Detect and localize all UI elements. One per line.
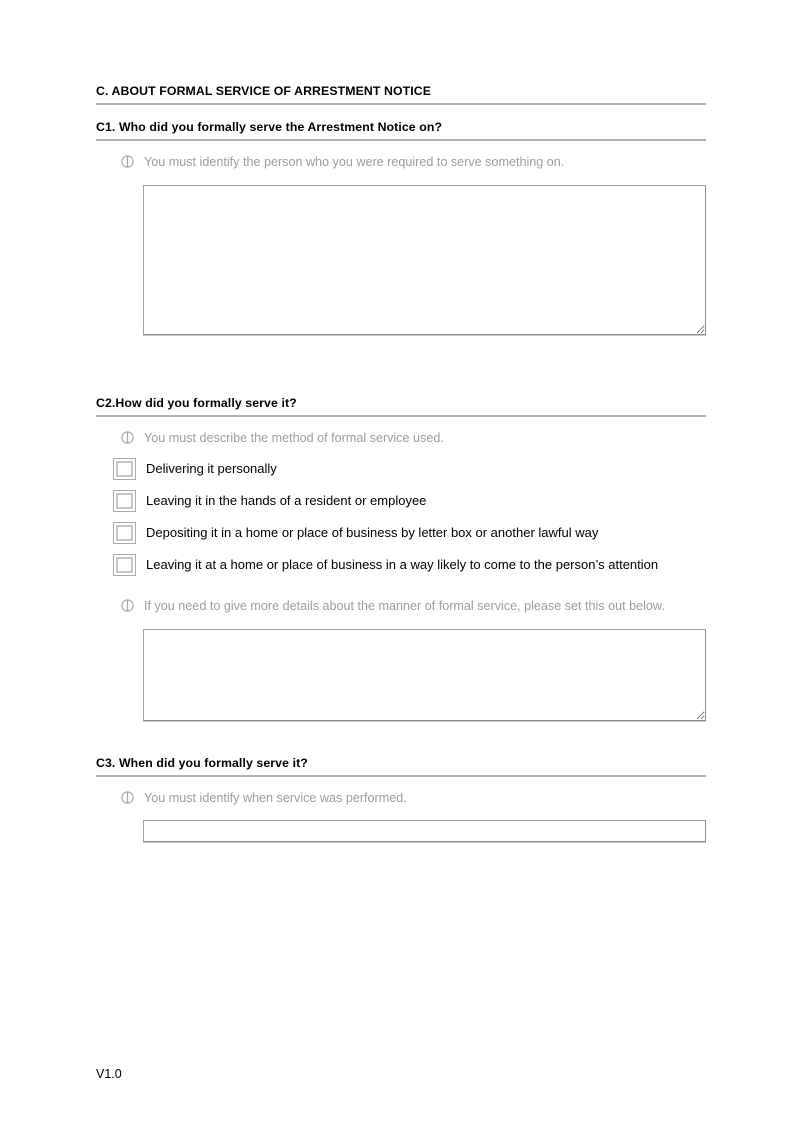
question-c3-hint	[96, 777, 706, 808]
info-circle-icon	[121, 155, 134, 168]
version-footer: V1.0	[96, 1067, 122, 1081]
question-c2-option-list	[96, 448, 706, 585]
question-c2-details-hint	[96, 585, 706, 616]
question-c1-heading: C1. Who did you formally serve the Arrestment Notice on?	[96, 120, 443, 134]
checkbox-option-4-label: Leaving it at a home or place of business in a way likely to come to the person’s attention	[146, 557, 659, 572]
info-circle-icon	[121, 791, 134, 804]
spacer	[96, 340, 706, 396]
checkbox-row[interactable]	[96, 489, 706, 521]
info-circle-icon	[121, 599, 134, 612]
question-c2-heading: C2.How did you formally serve it?	[96, 396, 297, 410]
checkbox-row[interactable]	[96, 457, 706, 489]
checkbox-option-1[interactable]	[113, 458, 136, 480]
checkbox-option-2[interactable]	[113, 490, 136, 512]
checkbox-option-3-label: Depositing it in a home or place of business by letter box or another lawful way	[146, 525, 599, 540]
question-c2-details-input[interactable]	[143, 629, 706, 721]
spacer	[96, 726, 706, 756]
question-c3-heading: C3. When did you formally serve it?	[96, 756, 308, 770]
question-c2-details-hint-text: If you need to give more details about the manner of formal service, please set this out below.	[144, 599, 665, 613]
checkbox-row[interactable]	[96, 521, 706, 553]
spacer	[96, 105, 706, 120]
checkbox-row[interactable]	[96, 553, 706, 585]
question-c3-answer-input[interactable]	[143, 820, 706, 842]
question-c1-answer-input[interactable]	[143, 185, 706, 335]
question-c2-hint	[96, 417, 706, 448]
form-content	[96, 84, 706, 842]
checkbox-option-1-label: Delivering it personally	[146, 461, 277, 476]
checkbox-option-3[interactable]	[113, 522, 136, 544]
question-c1-hint	[96, 141, 706, 172]
question-c2-hint-text: You must describe the method of formal service used.	[144, 431, 444, 445]
checkbox-option-4[interactable]	[113, 554, 136, 576]
section-heading: C. ABOUT FORMAL SERVICE OF ARRESTMENT NOTICE	[96, 84, 432, 98]
question-c3-hint-text: You must identify when service was performed.	[144, 791, 407, 805]
question-c1-hint-text: You must identify the person who you were required to serve something on.	[144, 155, 565, 169]
info-circle-icon	[121, 431, 134, 444]
checkbox-option-2-label: Leaving it in the hands of a resident or employee	[146, 493, 427, 508]
